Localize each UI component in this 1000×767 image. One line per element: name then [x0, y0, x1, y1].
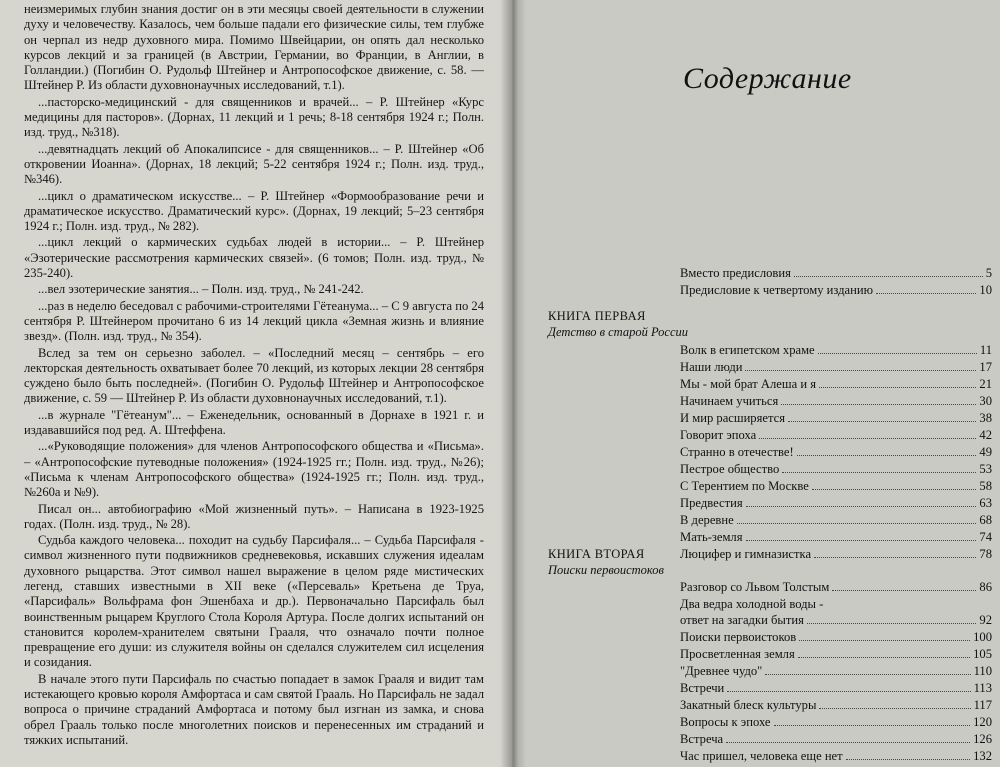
commentary-paragraph: ...пасторско-медицинский - для священников и врачей... – Р. Штейнер «Курс медицины для пасторов». (Дорнах, 11 лекций и 1 речь; 8-18 сентября 1924 г.; Полн. изд. труд., №318). [24, 94, 484, 140]
toc-entry-page: 120 [973, 715, 992, 729]
dot-leader [819, 708, 970, 709]
toc-entry-title: "Древнее чудо" [680, 664, 763, 678]
toc-entry-page: 58 [979, 479, 992, 493]
dot-leader [726, 742, 970, 743]
toc-entry-page: 113 [973, 681, 992, 695]
toc-entry [680, 546, 992, 563]
toc-entry-title: Встречи [680, 681, 725, 695]
toc-entry [680, 495, 992, 512]
dot-leader [794, 276, 983, 277]
dot-leader [745, 370, 976, 371]
toc-entry [680, 265, 992, 282]
toc-entry: Два ведра холодной воды - [680, 597, 824, 611]
dot-leader [832, 590, 976, 591]
toc-entry [680, 393, 992, 410]
book-gutter-shadow [500, 0, 526, 767]
toc-entry-title: Начинаем учиться [680, 394, 779, 408]
toc-entry [680, 444, 992, 461]
dot-leader [812, 489, 977, 490]
toc-entry [680, 512, 992, 529]
toc-entry-title: Вместо предисловия [680, 266, 791, 280]
dot-leader [788, 421, 976, 422]
toc-book1-list [680, 342, 992, 563]
dot-leader [746, 506, 977, 507]
toc-entry-page: 117 [973, 698, 992, 712]
commentary-paragraph: ...цикл лекций о кармических судьбах людей в истории... – Р. Штейнер «Эзотерические рассмотрения кармических связей». (6 томов; Полн. изд. труд., № 235-240). [24, 235, 484, 281]
dot-leader [774, 725, 971, 726]
commentary-paragraph: ...вел эзотерические занятия... – Полн. изд. труд., № 241-242. [38, 282, 364, 297]
book1-subtitle: Детство в старой России [548, 325, 689, 339]
toc-entry-title: Пестрое общество [680, 462, 780, 476]
dot-leader [797, 455, 977, 456]
toc-entry-title: Поиски первоистоков [680, 630, 797, 644]
toc-entry-page: 42 [979, 428, 992, 442]
toc-entry-title: ответ на загадки бытия [680, 613, 804, 627]
dot-leader [819, 387, 976, 388]
commentary-paragraph: ...цикл о драматическом искусстве... – Р. Штейнер «Формообразование речи и драматическое искусство. Драматический курс». (Дорнах, 19 лекций; 5–23 сентября 1924 г.; Полн. изд. труд., № 282). [24, 188, 484, 234]
toc-entry-title: В деревне [680, 513, 734, 527]
toc-entry-title: Просветленная земля [680, 647, 795, 661]
toc-entry-page: 10 [979, 283, 992, 297]
dot-leader [807, 623, 977, 624]
toc-entry-title: Волк в египетском храме [680, 343, 815, 357]
dot-leader [814, 557, 976, 558]
toc-entry-title: Предисловие к четвертому изданию [680, 283, 874, 297]
toc-entry-page: 100 [973, 630, 992, 644]
commentary-paragraph: ...«Руководящие положения» для членов Антропософского общества и «Письма». – «Антропософские путеводные положения» (1924-1925 гг.; Полн. изд. труд., №26); «Письма к членам Антропософского общества» (1924-1925 гг.; Полн. изд. труд., №260а и №9). [24, 439, 484, 500]
toc-entry-page: 105 [973, 647, 992, 661]
toc-entry-page: 53 [979, 462, 992, 476]
toc-entry [680, 663, 992, 680]
toc-entry-title: Мы - мой брат Алеша и я [680, 377, 817, 391]
toc-entry-page: 49 [979, 445, 992, 459]
toc-title: Содержание [683, 62, 852, 95]
commentary-paragraph: Вслед за тем он серьезно заболел. – «Последний месяц – сентябрь – его лекторская деятельность охватывает более 70 лекций, из которых лекции 28 сентября суждено было быть последней». (Погибин О. Рудольф Штейнер и Антропософское движение, с. 59 — Штейнер Р. Из области духовнонаучных исследований, т.1). [24, 345, 484, 406]
toc-entry-title: Предвестия [680, 496, 743, 510]
toc-entry-page: 78 [979, 547, 992, 561]
dot-leader [876, 293, 976, 294]
book1-heading: КНИГА ПЕРВАЯ [548, 309, 646, 323]
toc-entry [680, 629, 992, 646]
toc-entry [680, 697, 992, 714]
toc-entry [680, 646, 992, 663]
toc-entry [680, 748, 992, 765]
dot-leader [759, 438, 976, 439]
toc-front-list [680, 265, 992, 299]
toc-entry-page: 17 [979, 360, 992, 374]
commentary-paragraph: ...девятнадцать лекций об Апокалипсисе - для священников... – Р. Штейнер «Об откровении Иоанна». (Дорнах, 18 лекций; 5-22 сентября 1924 г.; Полн. изд. труд., №346). [24, 141, 484, 187]
toc-entry [680, 612, 992, 629]
dot-leader [781, 404, 976, 405]
toc-entry-title: Говорит эпоха [680, 428, 757, 442]
toc-entry [680, 342, 992, 359]
dot-leader [746, 540, 977, 541]
toc-entry [680, 282, 992, 299]
toc-entry-title: Люцифер и гимназистка [680, 547, 812, 561]
toc-entry-page: 30 [979, 394, 992, 408]
dot-leader [782, 472, 976, 473]
toc-entry [680, 680, 992, 697]
dot-leader [727, 691, 970, 692]
toc-entry [680, 359, 992, 376]
dot-leader [846, 759, 970, 760]
toc-entry-page: 74 [979, 530, 992, 544]
commentary-text [24, 2, 484, 749]
toc-entry-title: Закатный блеск культуры [680, 698, 817, 712]
toc-entry [680, 714, 992, 731]
dot-leader [798, 657, 970, 658]
toc-entry-title: Встреча [680, 732, 724, 746]
toc-entry-page: 38 [979, 411, 992, 425]
commentary-paragraph: неизмеримых глубин знания достиг он в эти месяцы своей деятельности в служении духу и человечеству. Казалось, чем больше падали его физические силы, тем глубже он черпал из недр духовного мира. Помимо Швейцарии, он опять дал несколько курсов лекций и за границей (в Австрии, Германии, во Франции, в Англии, в Голландии.) (Погибин О. Рудольф Штейнер и Антропософское движение, с. 58. — Штейнер Р. Из области духовнонаучных исследований, т.1). [24, 2, 484, 93]
toc-entry-page: 5 [985, 266, 992, 280]
book2-subtitle: Поиски первоистоков [548, 563, 664, 577]
toc-entry [680, 478, 992, 495]
dot-leader [818, 353, 977, 354]
toc-entry [680, 461, 992, 478]
dot-leader [799, 640, 970, 641]
toc-entry [680, 427, 992, 444]
toc-entry-page: 11 [979, 343, 992, 357]
toc-entry [680, 410, 992, 427]
book2-heading: КНИГА ВТОРАЯ [548, 547, 645, 561]
toc-entry-page: 132 [973, 749, 992, 763]
commentary-paragraph: Писал он... автобиографию «Мой жизненный путь». – Написана в 1923-1925 годах. (Полн. изд. труд., № 28). [24, 501, 484, 531]
toc-entry-title: И мир расширяется [680, 411, 786, 425]
toc-entry-page: 92 [979, 613, 992, 627]
toc-entry-page: 68 [979, 513, 992, 527]
dot-leader [737, 523, 977, 524]
toc-entry [680, 376, 992, 393]
commentary-paragraph: ...раз в неделю беседовал с рабочими-строителями Гётеанума... – С 9 августа по 24 сентября Р. Штейнером прочитано 6 из 14 лекций цикла «Земная жизнь и влияние звезд». (Полн. изд. труд., № 354). [24, 298, 484, 344]
toc-entry-title: Вопросы к эпохе [680, 715, 771, 729]
toc-entry [680, 731, 992, 748]
toc-entry-page: 63 [979, 496, 992, 510]
toc-entry-title: Мать-земля [680, 530, 743, 544]
toc-entry-title: С Терентием по Москве [680, 479, 809, 493]
dot-leader [765, 674, 970, 675]
commentary-paragraph: ...в журнале "Гётеанум"... – Еженедельник, основанный в Дорнахе в 1921 г. и издававшийся под ред. А. Штеффена. [24, 407, 484, 438]
toc-entry-page: 110 [973, 664, 992, 678]
toc-entry [680, 579, 992, 596]
toc-entry-page: 126 [973, 732, 992, 746]
toc-entry-title: Разговор со Львом Толстым [680, 580, 830, 594]
toc-entry-title: Наши люди [680, 360, 743, 374]
toc-entry-page: 21 [979, 377, 992, 391]
toc-entry-page: 86 [979, 580, 992, 594]
toc-entry-title: Странно в отечестве! [680, 445, 794, 459]
toc-entry [680, 529, 992, 546]
toc-entry-title: Час пришел, человека еще нет [680, 749, 843, 763]
commentary-paragraph: В начале этого пути Парсифаль по счастью попадает в замок Грааля и видит там истекающего кровью короля Амфортаса и сам святой Грааль. Но Парсифаль не задал вопроса о причине страданий Амфортаса и потому был изгнан из замка, и снова обрел Грааль только после многолетних поисков и перенесенных им страданий и тяжких испытаний. [24, 671, 484, 747]
commentary-paragraph: Судьба каждого человека... походит на судьбу Парсифаля... – Судьба Парсифаля - символ жизненного пути подвижников средневековья, искавших служения идеалам духовного рыцарства. Этот символ нашел выражение в целом ряде мистических легенд, ставших известными в XII веке («Персеваль» Кретьена де Труа, «Парсифаль» Вольфрама фон Эшенбаха и др.). Первоначально Парсифаль был воинственным рыцарем Круглого Стола Короля Артура. После долгих испытаний он становится королем-хранителем святыни Грааля, что означало почти полное превращение его души: из служителя войны он сделался служителем сил исцеления и созидания. [24, 533, 484, 670]
toc-book2-list [680, 579, 992, 765]
